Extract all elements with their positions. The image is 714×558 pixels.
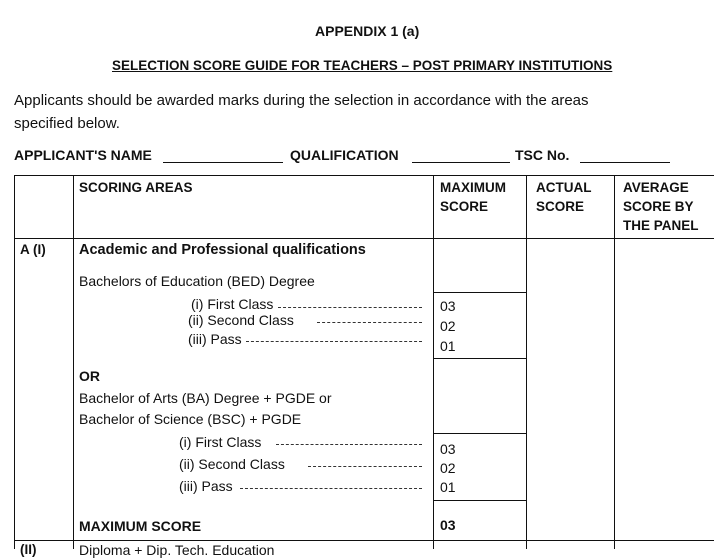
leader-dots xyxy=(278,307,422,308)
group2-score-1: 03 xyxy=(440,441,456,457)
score-bracket-2-bottom xyxy=(433,500,526,501)
tsc-no-blank[interactable] xyxy=(580,162,670,163)
header-average: AVERAGE xyxy=(623,180,689,195)
next-row-code: (II) xyxy=(20,542,37,557)
header-maximum: MAXIMUM xyxy=(440,180,506,195)
row-divider-a xyxy=(14,540,714,541)
intro-line-2: specified below. xyxy=(14,115,120,132)
group1-item-2: (ii) Second Class xyxy=(188,312,294,328)
section-code: A (I) xyxy=(20,242,46,257)
score-bracket-1 xyxy=(433,292,526,293)
table-top-border xyxy=(14,175,714,176)
leader-dots xyxy=(240,488,422,489)
leader-dots xyxy=(276,444,422,445)
header-average-3: THE PANEL xyxy=(623,218,699,233)
group1-heading: Bachelors of Education (BED) Degree xyxy=(79,273,315,289)
appendix-title: APPENDIX 1 (a) xyxy=(315,23,420,39)
leader-dots xyxy=(317,322,422,323)
score-bracket-1-bottom xyxy=(433,358,526,359)
col-line-1 xyxy=(14,175,15,549)
applicant-name-blank[interactable] xyxy=(163,162,283,163)
header-maximum-2: SCORE xyxy=(440,199,489,214)
header-scoring-areas: SCORING AREAS xyxy=(79,180,193,195)
group2-item-1: (i) First Class xyxy=(179,434,262,450)
leader-dots xyxy=(246,341,422,342)
applicant-name-label: APPLICANT'S NAME xyxy=(14,147,152,163)
maximum-score-label: MAXIMUM SCORE xyxy=(79,518,202,534)
group2-heading-1: Bachelor of Arts (BA) Degree + PGDE or xyxy=(79,390,332,406)
section-title: Academic and Professional qualifications xyxy=(79,242,366,258)
group1-score-3: 01 xyxy=(440,338,456,354)
group2-item-3: (iii) Pass xyxy=(179,478,233,494)
header-actual: ACTUAL xyxy=(536,180,592,195)
or-label: OR xyxy=(79,368,100,384)
group2-item-2: (ii) Second Class xyxy=(179,456,285,472)
group2-score-3: 01 xyxy=(440,479,456,495)
group1-item-3: (iii) Pass xyxy=(188,331,242,347)
col-line-3 xyxy=(433,175,434,549)
next-row-text: Diploma + Dip. Tech. Education xyxy=(79,542,275,558)
guide-title: SELECTION SCORE GUIDE FOR TEACHERS – POST PRIMARY INSTITUTIONS xyxy=(112,58,613,73)
group2-score-2: 02 xyxy=(440,460,456,476)
col-line-2 xyxy=(73,175,74,549)
score-bracket-2 xyxy=(433,433,526,434)
qualification-blank[interactable] xyxy=(412,162,510,163)
header-average-2: SCORE BY xyxy=(623,199,694,214)
group1-item-1: (i) First Class xyxy=(191,296,274,312)
maximum-score-value: 03 xyxy=(440,517,456,533)
group1-score-2: 02 xyxy=(440,318,456,334)
col-line-4 xyxy=(526,175,527,549)
tsc-no-label: TSC No. xyxy=(515,147,570,163)
leader-dots xyxy=(308,466,422,467)
group1-score-1: 03 xyxy=(440,298,456,314)
col-line-5 xyxy=(614,175,615,549)
intro-line-1: Applicants should be awarded marks during the selection in accordance with the areas xyxy=(14,92,589,109)
header-bottom-border xyxy=(14,238,714,239)
qualification-label: QUALIFICATION xyxy=(290,147,399,163)
group2-heading-2: Bachelor of Science (BSC) + PGDE xyxy=(79,411,302,427)
header-actual-2: SCORE xyxy=(536,199,585,214)
